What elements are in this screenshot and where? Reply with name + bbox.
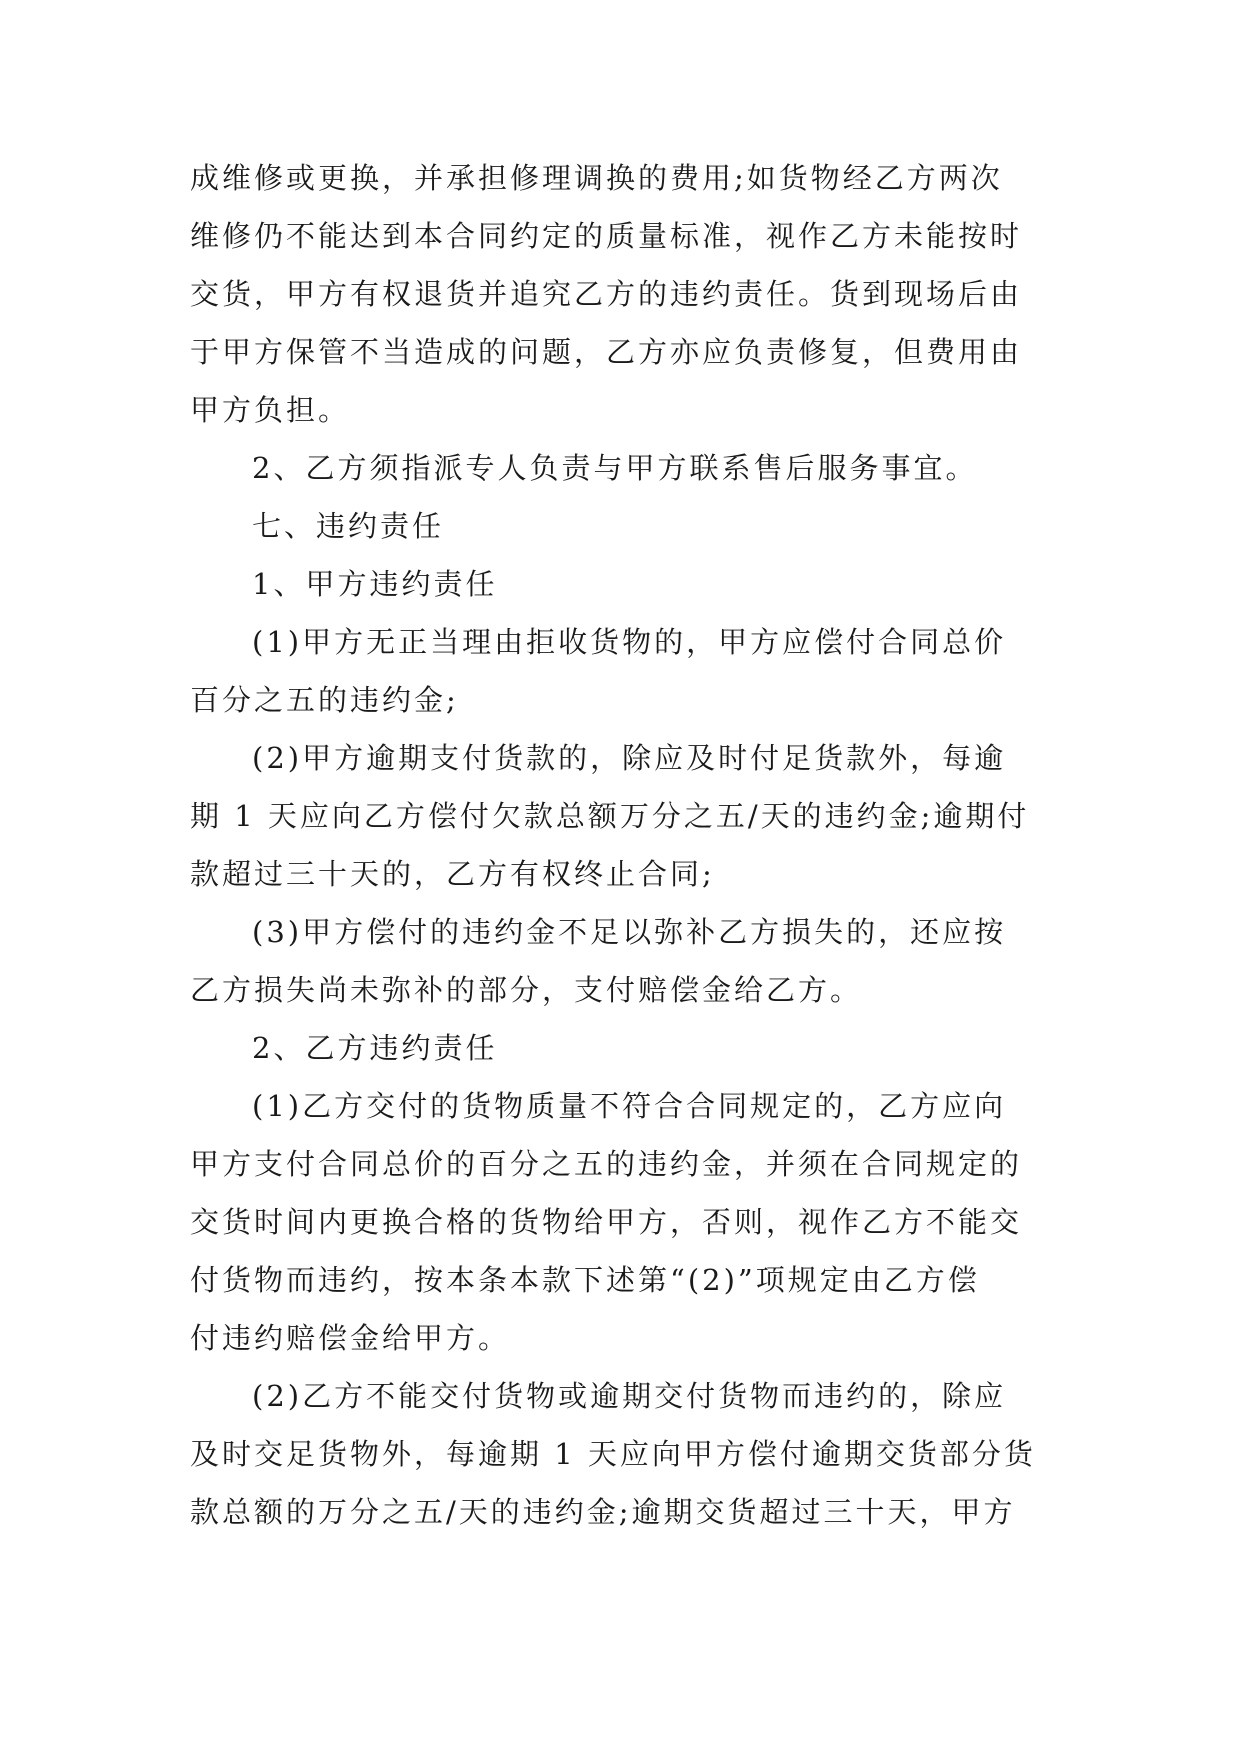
subsection-heading: 1、甲方违约责任 [252, 566, 498, 601]
clause-item: (3)甲方偿付的违约金不足以弥补乙方损失的，还应按 [252, 914, 1007, 949]
text-line: 甲方负担。 [190, 392, 351, 427]
text-line: 乙方损失尚未弥补的部分，支付赔偿金给乙方。 [190, 972, 863, 1007]
section-heading: 七、违约责任 [252, 508, 445, 543]
text-line: 款超过三十天的，乙方有权终止合同; [190, 856, 715, 891]
document-body [190, 156, 1050, 1530]
text-line: 于甲方保管不当造成的问题，乙方亦应负责修复，但费用由 [190, 334, 1023, 369]
text-line: 成维修或更换，并承担修理调换的费用;如货物经乙方两次 [190, 160, 1003, 195]
text-line: 及时交足货物外，每逾期 1 天应向甲方偿付逾期交货部分货 [190, 1436, 1036, 1471]
text-line: 付货物而违约，按本条本款下述第“(2)”项规定由乙方偿 [190, 1262, 980, 1297]
clause-item: (1)乙方交付的货物质量不符合合同规定的，乙方应向 [252, 1088, 1007, 1123]
text-line: 期 1 天应向乙方偿付欠款总额万分之五/天的违约金;逾期付 [190, 798, 1030, 833]
text-line: 款总额的万分之五/天的违约金;逾期交货超过三十天，甲方 [190, 1494, 1016, 1529]
clause-item: (1)甲方无正当理由拒收货物的，甲方应偿付合同总价 [252, 624, 1007, 659]
clause-item: 2、乙方须指派专人负责与甲方联系售后服务事宜。 [252, 450, 978, 485]
text-line: 维修仍不能达到本合同约定的质量标准，视作乙方未能按时 [190, 218, 1023, 253]
clause-item: (2)甲方逾期支付货款的，除应及时付足货款外，每逾 [252, 740, 1007, 775]
text-line: 百分之五的违约金; [190, 682, 459, 717]
text-line: 交货，甲方有权退货并追究乙方的违约责任。货到现场后由 [190, 276, 1023, 311]
text-line: 付违约赔偿金给甲方。 [190, 1320, 511, 1355]
text-line: 甲方支付合同总价的百分之五的违约金，并须在合同规定的 [190, 1146, 1023, 1181]
clause-item: (2)乙方不能交付货物或逾期交付货物而违约的，除应 [252, 1378, 1007, 1413]
text-line: 交货时间内更换合格的货物给甲方，否则，视作乙方不能交 [190, 1204, 1023, 1239]
subsection-heading: 2、乙方违约责任 [252, 1030, 498, 1065]
